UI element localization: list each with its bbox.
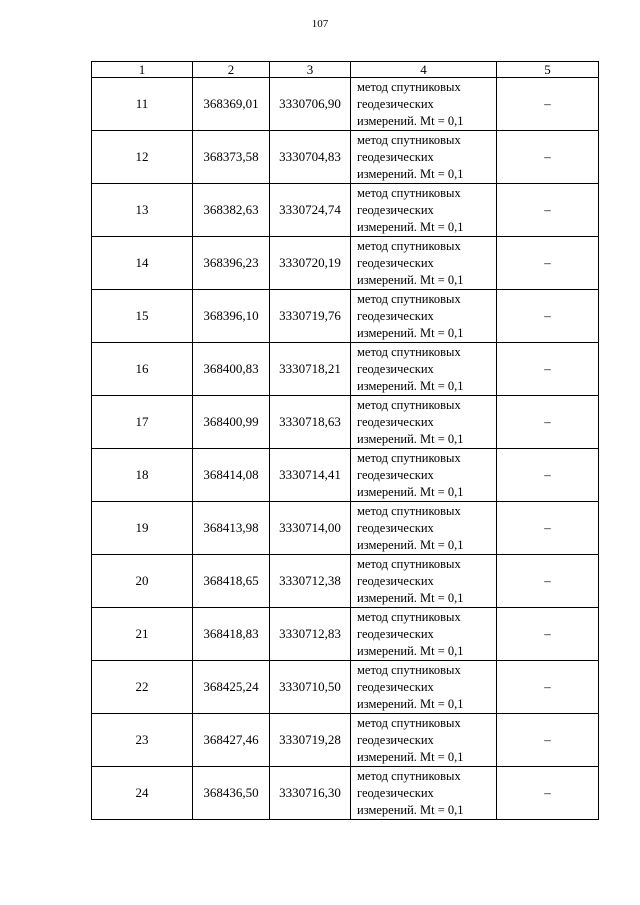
method-text-line: метод спутниковых bbox=[357, 556, 461, 571]
method-cell bbox=[351, 502, 497, 555]
method-text-line: метод спутниковых bbox=[357, 450, 461, 465]
method-text-line: измерений. Mt = 0,1 bbox=[357, 378, 464, 393]
table-row bbox=[92, 661, 599, 714]
method-cell bbox=[351, 290, 497, 343]
x-coordinate-cell: 368396,23 bbox=[193, 237, 270, 290]
y-coordinate-cell: 3330724,74 bbox=[270, 184, 351, 237]
note-cell: – bbox=[497, 343, 599, 396]
method-text-line: измерений. Mt = 0,1 bbox=[357, 643, 464, 658]
method-cell bbox=[351, 555, 497, 608]
method-text-line: измерений. Mt = 0,1 bbox=[357, 113, 464, 128]
method-text-line: измерений. Mt = 0,1 bbox=[357, 325, 464, 340]
note-cell: – bbox=[497, 608, 599, 661]
x-coordinate-cell: 368414,08 bbox=[193, 449, 270, 502]
note-cell: – bbox=[497, 184, 599, 237]
note-cell: – bbox=[497, 131, 599, 184]
table-row bbox=[92, 449, 599, 502]
method-text-line: геодезических bbox=[357, 732, 434, 747]
x-coordinate-cell: 368425,24 bbox=[193, 661, 270, 714]
method-text-line: измерений. Mt = 0,1 bbox=[357, 802, 464, 817]
table-row bbox=[92, 131, 599, 184]
y-coordinate-cell: 3330718,21 bbox=[270, 343, 351, 396]
method-text-line: геодезических bbox=[357, 202, 434, 217]
point-number-cell: 17 bbox=[92, 396, 193, 449]
table-row bbox=[92, 608, 599, 661]
x-coordinate-cell: 368400,83 bbox=[193, 343, 270, 396]
method-text-line: геодезических bbox=[357, 520, 434, 535]
table-row bbox=[92, 502, 599, 555]
method-text-line: геодезических bbox=[357, 255, 434, 270]
table-row bbox=[92, 78, 599, 131]
method-text-line: измерений. Mt = 0,1 bbox=[357, 166, 464, 181]
method-text-line: измерений. Mt = 0,1 bbox=[357, 219, 464, 234]
method-cell bbox=[351, 661, 497, 714]
y-coordinate-cell: 3330712,38 bbox=[270, 555, 351, 608]
x-coordinate-cell: 368413,98 bbox=[193, 502, 270, 555]
table-header-row bbox=[92, 62, 599, 78]
method-cell bbox=[351, 184, 497, 237]
method-cell bbox=[351, 396, 497, 449]
method-cell bbox=[351, 78, 497, 131]
y-coordinate-cell: 3330720,19 bbox=[270, 237, 351, 290]
x-coordinate-cell: 368418,83 bbox=[193, 608, 270, 661]
method-text-line: измерений. Mt = 0,1 bbox=[357, 749, 464, 764]
header-col-5: 5 bbox=[497, 62, 599, 78]
header-col-3: 3 bbox=[270, 62, 351, 78]
x-coordinate-cell: 368418,65 bbox=[193, 555, 270, 608]
y-coordinate-cell: 3330718,63 bbox=[270, 396, 351, 449]
method-text-line: геодезических bbox=[357, 308, 434, 323]
y-coordinate-cell: 3330719,76 bbox=[270, 290, 351, 343]
method-text-line: метод спутниковых bbox=[357, 132, 461, 147]
note-cell: – bbox=[497, 396, 599, 449]
point-number-cell: 22 bbox=[92, 661, 193, 714]
x-coordinate-cell: 368382,63 bbox=[193, 184, 270, 237]
method-text-line: геодезических bbox=[357, 626, 434, 641]
method-text-line: метод спутниковых bbox=[357, 609, 461, 624]
method-text-line: метод спутниковых bbox=[357, 291, 461, 306]
table-row bbox=[92, 767, 599, 820]
table-row bbox=[92, 237, 599, 290]
method-text-line: измерений. Mt = 0,1 bbox=[357, 484, 464, 499]
y-coordinate-cell: 3330712,83 bbox=[270, 608, 351, 661]
method-cell bbox=[351, 237, 497, 290]
method-text-line: метод спутниковых bbox=[357, 397, 461, 412]
x-coordinate-cell: 368427,46 bbox=[193, 714, 270, 767]
note-cell: – bbox=[497, 661, 599, 714]
y-coordinate-cell: 3330719,28 bbox=[270, 714, 351, 767]
method-text-line: метод спутниковых bbox=[357, 662, 461, 677]
y-coordinate-cell: 3330716,30 bbox=[270, 767, 351, 820]
point-number-cell: 18 bbox=[92, 449, 193, 502]
point-number-cell: 14 bbox=[92, 237, 193, 290]
method-text-line: геодезических bbox=[357, 467, 434, 482]
point-number-cell: 11 bbox=[92, 78, 193, 131]
method-text-line: геодезических bbox=[357, 679, 434, 694]
header-col-1: 1 bbox=[92, 62, 193, 78]
y-coordinate-cell: 3330714,41 bbox=[270, 449, 351, 502]
point-number-cell: 23 bbox=[92, 714, 193, 767]
method-text-line: метод спутниковых bbox=[357, 185, 461, 200]
method-text-line: измерений. Mt = 0,1 bbox=[357, 431, 464, 446]
point-number-cell: 21 bbox=[92, 608, 193, 661]
method-text-line: геодезических bbox=[357, 96, 434, 111]
coordinates-table bbox=[91, 61, 599, 820]
method-cell bbox=[351, 767, 497, 820]
method-text-line: геодезических bbox=[357, 573, 434, 588]
note-cell: – bbox=[497, 290, 599, 343]
x-coordinate-cell: 368400,99 bbox=[193, 396, 270, 449]
x-coordinate-cell: 368369,01 bbox=[193, 78, 270, 131]
method-text-line: измерений. Mt = 0,1 bbox=[357, 537, 464, 552]
point-number-cell: 24 bbox=[92, 767, 193, 820]
point-number-cell: 19 bbox=[92, 502, 193, 555]
method-text-line: измерений. Mt = 0,1 bbox=[357, 272, 464, 287]
table-row bbox=[92, 555, 599, 608]
header-col-4: 4 bbox=[351, 62, 497, 78]
method-cell bbox=[351, 714, 497, 767]
x-coordinate-cell: 368436,50 bbox=[193, 767, 270, 820]
table-body bbox=[92, 78, 599, 820]
method-text-line: измерений. Mt = 0,1 bbox=[357, 696, 464, 711]
note-cell: – bbox=[497, 237, 599, 290]
y-coordinate-cell: 3330706,90 bbox=[270, 78, 351, 131]
y-coordinate-cell: 3330710,50 bbox=[270, 661, 351, 714]
table-row bbox=[92, 714, 599, 767]
y-coordinate-cell: 3330704,83 bbox=[270, 131, 351, 184]
table-row bbox=[92, 396, 599, 449]
method-cell bbox=[351, 449, 497, 502]
note-cell: – bbox=[497, 502, 599, 555]
note-cell: – bbox=[497, 767, 599, 820]
header-col-2: 2 bbox=[193, 62, 270, 78]
point-number-cell: 15 bbox=[92, 290, 193, 343]
method-text-line: метод спутниковых bbox=[357, 715, 461, 730]
table-row bbox=[92, 343, 599, 396]
method-text-line: метод спутниковых bbox=[357, 79, 461, 94]
point-number-cell: 12 bbox=[92, 131, 193, 184]
note-cell: – bbox=[497, 449, 599, 502]
note-cell: – bbox=[497, 555, 599, 608]
x-coordinate-cell: 368373,58 bbox=[193, 131, 270, 184]
note-cell: – bbox=[497, 714, 599, 767]
method-text-line: геодезических bbox=[357, 414, 434, 429]
method-text-line: геодезических bbox=[357, 361, 434, 376]
method-text-line: метод спутниковых bbox=[357, 768, 461, 783]
method-text-line: метод спутниковых bbox=[357, 238, 461, 253]
method-cell bbox=[351, 608, 497, 661]
method-text-line: геодезических bbox=[357, 149, 434, 164]
method-text-line: метод спутниковых bbox=[357, 503, 461, 518]
note-cell: – bbox=[497, 78, 599, 131]
method-text-line: геодезических bbox=[357, 785, 434, 800]
point-number-cell: 20 bbox=[92, 555, 193, 608]
table-row bbox=[92, 290, 599, 343]
table-row bbox=[92, 184, 599, 237]
method-text-line: измерений. Mt = 0,1 bbox=[357, 590, 464, 605]
point-number-cell: 13 bbox=[92, 184, 193, 237]
method-text-line: метод спутниковых bbox=[357, 344, 461, 359]
method-cell bbox=[351, 131, 497, 184]
x-coordinate-cell: 368396,10 bbox=[193, 290, 270, 343]
method-cell bbox=[351, 343, 497, 396]
point-number-cell: 16 bbox=[92, 343, 193, 396]
y-coordinate-cell: 3330714,00 bbox=[270, 502, 351, 555]
page-number: 107 bbox=[311, 18, 329, 30]
